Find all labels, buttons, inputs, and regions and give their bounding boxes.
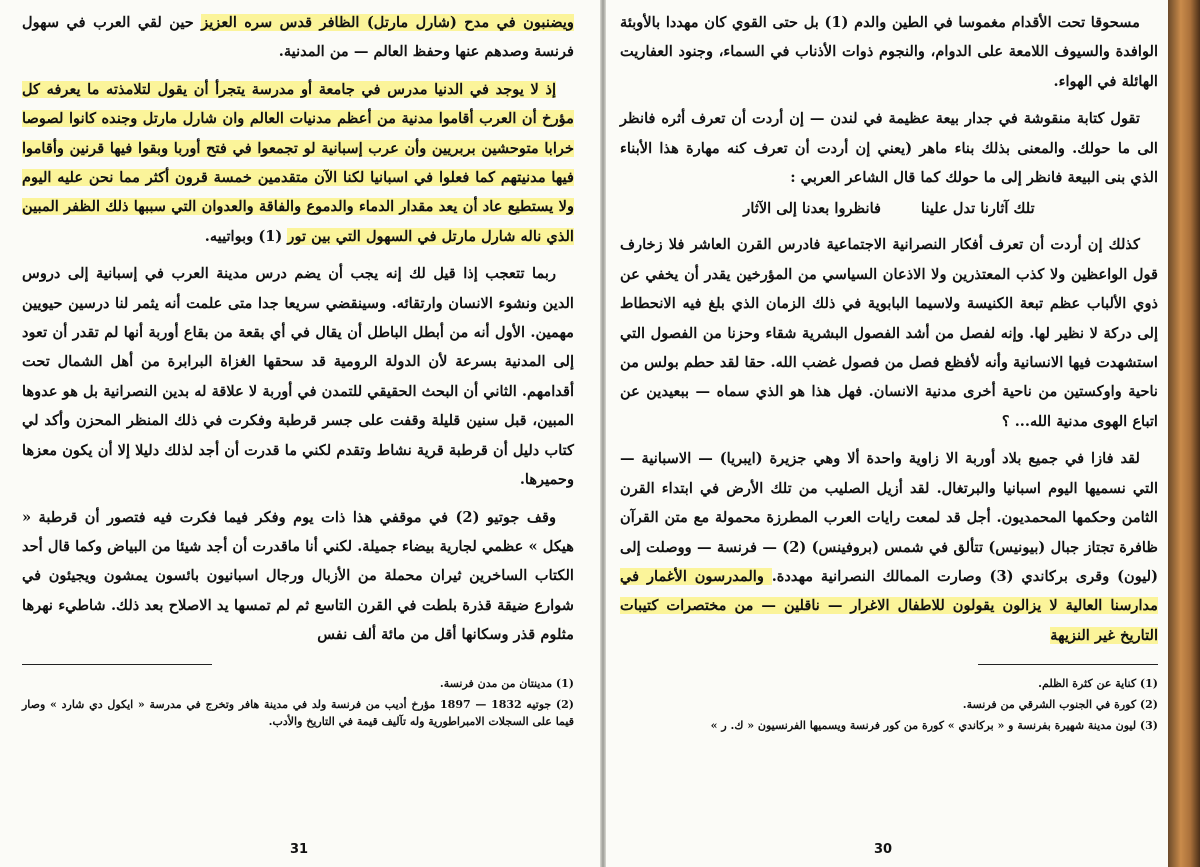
page-number-right: 30 <box>874 842 893 857</box>
left-page-body <box>22 8 574 650</box>
paragraph: تقول كتابة منقوشة في جدار بيعة عظيمة في لندن — إن أردت أن تعرف أثره فانظر الى ما حولك. والمعنى بذلك بناء ماهر (يعني إن أردت أن تعرف كنه مهارة هذا الأبناء الذي بنى البيعة فانظر إلى ما حولك كما قال الشاعر العربي : <box>620 110 1158 187</box>
footnote: (3) ليون مدينة شهيرة بفرنسة و « بركاندي » كورة من كور فرنسة ويسميها الفرنسيون « ك. ر » <box>710 719 1158 733</box>
verse-hemistich-second: فانظروا بعدنا إلى الآثار <box>743 200 882 218</box>
text-segment: حين لقي العرب في سهول فرنسة وصدهم عنها وحفظ العالم — من المدنية. <box>22 14 574 61</box>
footnote-divider <box>22 664 212 665</box>
highlighted-text: ويضنبون في مدح (شارل مارتل) الظافر قدس سره العزيز <box>201 14 574 31</box>
paragraph <box>22 8 574 67</box>
right-page <box>606 0 1168 867</box>
right-page-body-continued <box>620 230 1158 650</box>
highlighted-text: والمدرسون الأغمار في مدارسنا العالية لا يزالون يقولون للاطفال الاغرار — ناقلين — من مختصرات كتيبات التاريخ غير النزيهة <box>620 567 1158 644</box>
text-segment: لقد فازا في جميع بلاد أوربة الا زاوية واحدة ألا وهي جزيرة (ايبريا) — الاسبانية — التي نسميها اليوم اسبانيا والبرتغال. لقد أزيل الصليب من تلك الأرض في ابتداء القرن الثامن وحكمها المحمديون. أجل قد لمعت رايات العرب المطرزة محمولة مع متن القرآن ظافرة تجتاز جبال (بيونيس) تتألق في شمس (بروفينس) (2) — فرنسة — ووصلت إلى (ليون) وقرى بركاندي (3) وصارت الممالك النصرانية مهددة. <box>620 450 1158 585</box>
verse-hemistich-first: تلك آثارنا تدل علينا <box>921 200 1035 218</box>
book-spine-edge <box>1168 0 1200 867</box>
paragraph: كذلك إن أردت أن تعرف أفكار النصرانية الاجتماعية فادرس القرن العاشر فلا زخارف قول الواعظين ولا كذب المعتذرين ولا الاذعان السياسي من المؤرخين يقدر أن يخفي عن ذوي الألباب عظم تبعة الكنيسة ولاسيما البابوية في ذلك الزمان الذي بلغ فيه الانحطاط إلى دركة لا نظير لها. وإنه لفصل من أشد الفصول البشرية شقاء وحزنا من الفصول التي استشهدت فيها الانسانية وأنه لأفظع فصل من فصول غضب الله. حقا لقد حطم بولس من ناحية واوكستين من ناحية أخرى مدنية الانسان. فهل هذا هو الذي سماه — ببعيدين عن اتباع الهوى مدنية الله... ؟ <box>620 236 1158 430</box>
paragraph <box>22 75 574 251</box>
left-page-footnotes <box>22 675 574 730</box>
footnote: (2) كورة في الجنوب الشرقي من فرنسة. <box>962 698 1158 712</box>
right-page-footnotes <box>620 675 1158 734</box>
paragraph: ربما تتعجب إذا قيل لك إنه يجب أن يضم درس مدينة العرب في إسبانية إلى دروس الدين ونشوء الانسان وارتقائه. وسينقضي سريعا جدا متى علمت أنه يثمر لنا درسين حيويين مهمين. الأول أنه من أبطل الباطل أن يقال في أي بقعة من بقاع أوربة أنها لم تقدر أن تعود إلى المدنية بسرعة لأن الدولة الرومية قد سحقها الغزاة البرابرة من أهل الشمال تحت أقدامهم. الثاني أن البحث الحقيقي للتمدن في أوربة لا علاقة له بدين النصرانية بل هو عدوها المبين، قبل سنين قليلة وقفت على جسر قرطبة وفكرت في ذلك المنظر المحزن وأكد لي كتاب دليل أن قرطبة قرية نشاط وتقدم لكني ما قدرت أن أجد لذلك دليلا إلا أن يكون معزها وحميرها. <box>22 265 574 489</box>
paragraph <box>620 444 1158 650</box>
right-page-body <box>620 8 1158 192</box>
poem-verse <box>620 194 1158 224</box>
footnote-divider <box>978 664 1158 665</box>
paragraph: مسحوقا تحت الأقدام مغموسا في الطين والدم (1) بل حتى القوي كان مهددا بالأوبئة الوافدة والسيوف اللامعة على الدوام، والنجوم ذوات الأذناب في السماء، وجنود العفاريت الهائلة في الهواء. <box>620 14 1158 90</box>
highlighted-text: إذ لا يوجد في الدنيا مدرس في جامعة أو مدرسة يتجرأ أن يقول لتلامذته ما يعرفه كل مؤرخ أن العرب أقاموا مدنية من أعظم مدنيات العالم وان شارل مارتل وجنده كانوا لصوصا خرابا متوحشين بربريين وأن عرب إسبانية لو تجمعوا في فتح أوربا وبقوا فيها قرنين وأقاموا فيها مدنيتهم كما فعلوا في اسبانيا لكنا الآن متقدمين خمسة قرون أكثر مما نحن عليه اليوم ولا يستطيع عاد أن يعد مقدار الدماء والدموع والفاقة والعدوان التي سببها ذلك الظفر المبين الذي ناله شارل مارتل في السهول التي بين تور <box>22 80 574 245</box>
paragraph: وقف جوتيو (2) في موقفي هذا ذات يوم وفكر فيما فكرت فيه فتصور أن قرطبة « هيكل » عظمي لجارية بيضاء جميلة. لكني أنا ماقدرت أن أجد شيئا من البياض وكما قال أحد الكتاب الساخرين ثيران محملة من الأزبال ورجال اسبانيون بائسون يمشون ويجيئون في شوارع ضيقة قذرة بلطت في القرن التاسع ثم لم تمسها يد الاصلاح بعد ذلك. شاطيء نهرها مثلوم قذر وسكانها أقل من مائة ألف نفس <box>22 508 574 644</box>
footnote: (1) مدينتان من مدن فرنسة. <box>439 676 574 690</box>
footnote: (2) جوتيه 1832 — 1897 مؤرخ أديب من فرنسة ولد في مدينة هافر وتخرج في مدرسة « ايكول دي شارد » وصار قيما على السجلات الامبراطورية وله تآليف قيمة في التاريخ والأدب. <box>22 697 574 728</box>
page-number-left: 31 <box>290 842 309 857</box>
footnote: (1) كناية عن كثرة الظلم. <box>1038 677 1158 691</box>
text-segment: (1) وبواتييه. <box>204 227 288 245</box>
